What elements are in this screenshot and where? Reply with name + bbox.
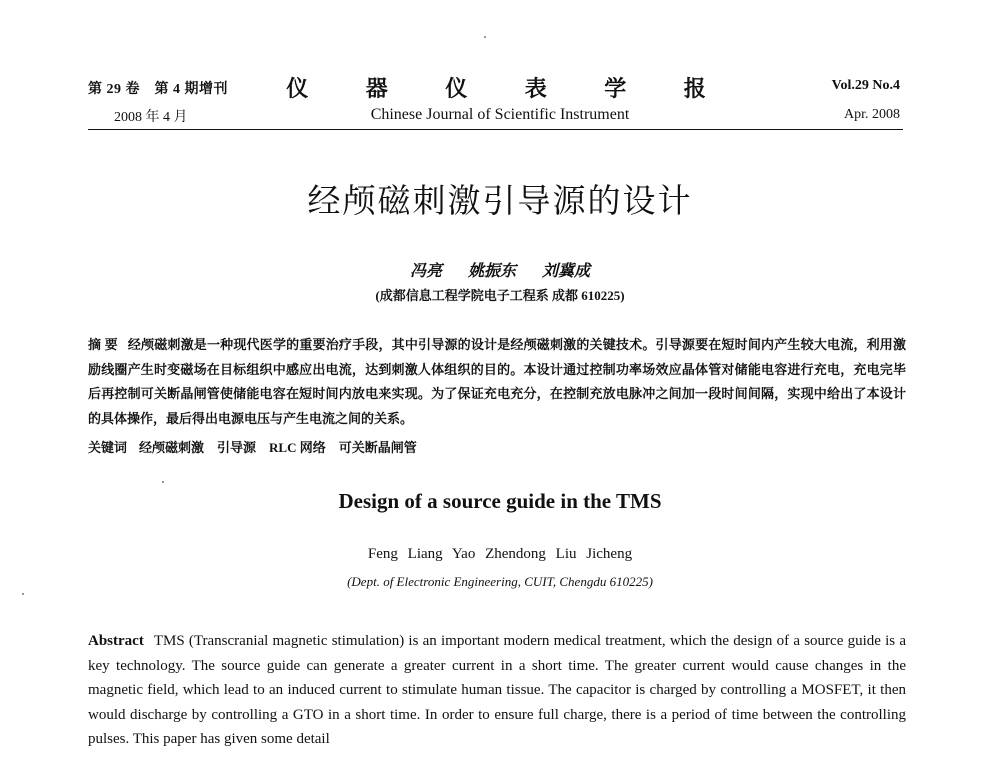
affiliation-en: (Dept. of Electronic Engineering, CUIT, Chengdu 610225): [347, 574, 653, 589]
date-cn: 2008 年 4 月: [114, 110, 188, 125]
abstract-en-text: TMS (Transcranial magnetic stimulation) is an important modern medical treatment, which the design of a source guide is a key technology. The source guide can generate a greater current in a short time. The greater current would cause changes in the magnetic field, which lead to an induced current to stimulate human tissue. The capacitor is charged by controlling a MOSFET, it then would discharge by controlling a GTO in a short time. In order to ensure full charge, there is a period of time between the controlling pulses. This paper has given some detail: [88, 633, 906, 747]
paper-title-en: Design of a source guide in the TMS: [338, 489, 662, 513]
abstract-en: [88, 629, 906, 752]
abstract-cn-text: 经颅磁刺激是一种现代医学的重要治疗手段，其中引导源的设计是经颅磁刺激的关键技术。引导源要在短时间内产生较大电流，利用激励线圈产生时变磁场在目标组织中感应出电流，达到刺激人体组织的目的。本设计通过控制功率场效应晶体管对储能电容进行充电，充电完毕后再控制可关断晶闸管使储能电容在短时间内放电来实现。为了保证充电充分，在控制充放电脉冲之间加一段时间间隔，实现中给出了本设计的具体操作，最后得出电源电压与产生电流之间的关系。: [88, 337, 906, 426]
volume-issue-en: Vol.29 No.4: [831, 78, 900, 93]
abstract-cn: [88, 333, 906, 431]
volume-issue-cn: 第 29 卷 第 4 期增刊: [88, 82, 228, 97]
journal-name-en: Chinese Journal of Scientific Instrument: [370, 106, 630, 123]
abstract-cn-label: 摘 要: [88, 337, 118, 352]
affiliation-cn: (成都信息工程学院电子工程系 成都 610225): [375, 288, 625, 303]
scan-speck: [162, 481, 164, 483]
scan-speck: [484, 36, 486, 38]
scan-speck: [22, 593, 24, 595]
date-en: Apr. 2008: [844, 107, 900, 122]
header-rule: [88, 129, 903, 130]
journal-name-cn: 仪 器 仪 表 学 报: [286, 76, 732, 101]
abstract-en-label: Abstract: [88, 633, 144, 649]
keywords-cn: [88, 437, 906, 456]
paper-title-cn: 经颅磁刺激引导源的设计: [307, 181, 693, 220]
keywords-cn-text: 经颅磁刺激 引导源 RLC 网络 可关断晶闸管: [139, 440, 417, 455]
authors-cn: 冯亮 姚振东 刘冀成: [409, 263, 590, 280]
authors-en: Feng Liang Yao Zhendong Liu Jicheng: [367, 546, 633, 562]
keywords-cn-label: 关键词: [88, 440, 128, 455]
